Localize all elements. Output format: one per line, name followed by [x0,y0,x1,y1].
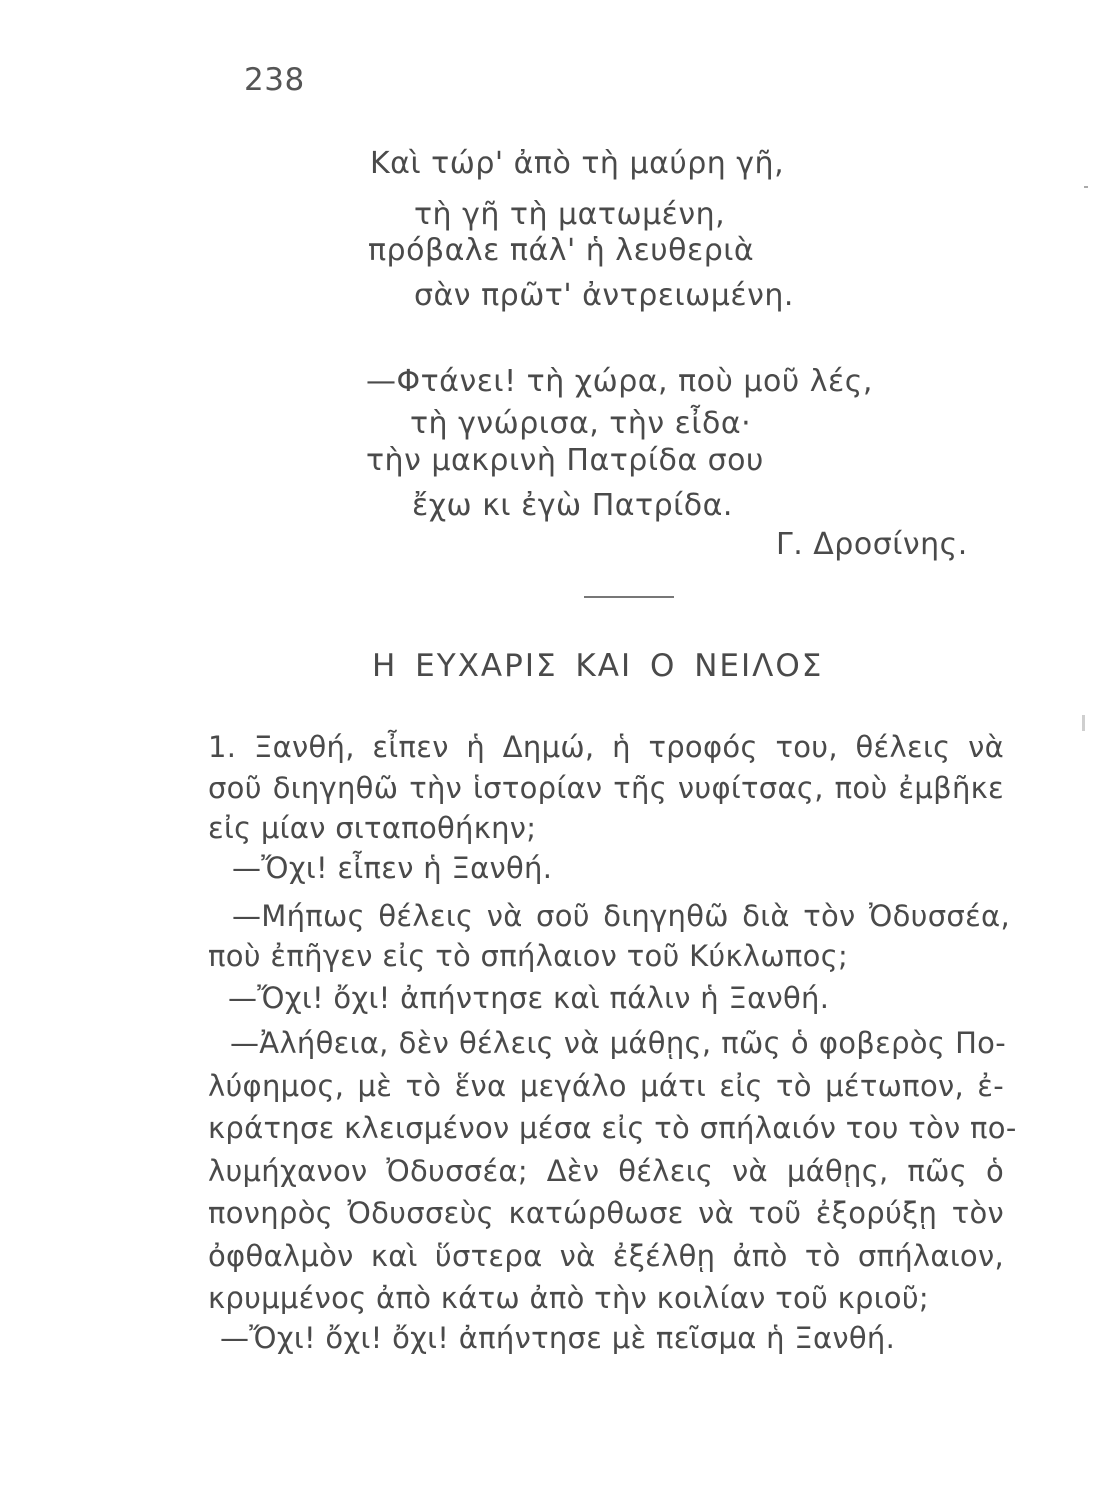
story-title: Η ΕΥΧΑΡΙΣ ΚΑΙ Ο ΝΕΙΛΟΣ [372,648,824,684]
poem-line: τὴ γῆ τὴ ματωμένη, [414,197,726,232]
story-line: λύφημος, μὲ τὸ ἕνα μεγάλο μάτι εἰς τὸ μέτωπον, ἐ- [208,1069,1004,1103]
story-line: ποὺ ἐπῆγεν εἰς τὸ σπήλαιον τοῦ Κύκλωπος; [208,939,849,973]
story-line: —Μήπως θέλεις νὰ σοῦ διηγηθῶ διὰ τὸν Ὀδυσσέα, [232,899,1010,933]
story-line: 1. Ξανθή, εἶπεν ἡ Δημώ, ἡ τροφός του, θέλεις νὰ [208,730,1004,764]
story-line: λυμήχανον Ὀδυσσέα; Δὲν θέλεις νὰ μάθῃς, πῶς ὁ [208,1154,1004,1188]
story-line: —Ἀλήθεια, δὲν θέλεις νὰ μάθῃς, πῶς ὁ φοβερὸς Πο- [230,1026,1006,1060]
scan-mark [1084,186,1088,188]
poem-line: τὴ γνώρισα, τὴν εἶδα· [410,406,752,441]
story-line: σοῦ διηγηθῶ τὴν ἱστορίαν τῆς νυφίτσας, ποὺ ἐμβῆκε [208,771,1004,805]
poem-line: σὰν πρῶτ' ἀντρειωμένη. [414,278,794,313]
poem-author: Γ. Δροσίνης. [776,527,968,562]
poem-line: τὴν μακρινὴ Πατρίδα σου [366,443,764,478]
story-line: —Ὄχι! εἶπεν ἡ Ξανθή. [232,851,553,885]
poem-line: —Φτάνει! τὴ χώρα, ποὺ μοῦ λές, [366,364,873,399]
page-number: 238 [244,62,305,98]
poem-line: Καὶ τώρ' ἀπὸ τὴ μαύρη γῆ, [370,146,785,181]
scan-mark [1082,715,1085,731]
story-line: ὀφθαλμὸν καὶ ὕστερα νὰ ἐξέλθῃ ἀπὸ τὸ σπήλαιον, [208,1239,1004,1273]
poem-line: ἔχω κι ἐγὼ Πατρίδα. [412,488,733,523]
section-divider [584,596,674,598]
story-line: —Ὄχι! ὄχι! ἀπήντησε καὶ πάλιν ἡ Ξανθή. [228,981,830,1015]
story-line: πονηρὸς Ὀδυσσεὺς κατώρθωσε νὰ τοῦ ἐξορύξῃ τὸν [208,1196,1004,1230]
story-line: κρυμμένος ἀπὸ κάτω ἀπὸ τὴν κοιλίαν τοῦ κριοῦ; [208,1281,929,1315]
poem-line: πρόβαλε πάλ' ἡ λευθεριὰ [368,233,755,268]
story-line: κράτησε κλεισμένον μέσα εἰς τὸ σπήλαιόν του τὸν πο- [208,1111,1017,1145]
story-line: εἰς μίαν σιταποθήκην; [208,811,537,845]
story-line: —Ὄχι! ὄχι! ὄχι! ἀπήντησε μὲ πεῖσμα ἡ Ξανθή. [220,1321,896,1355]
